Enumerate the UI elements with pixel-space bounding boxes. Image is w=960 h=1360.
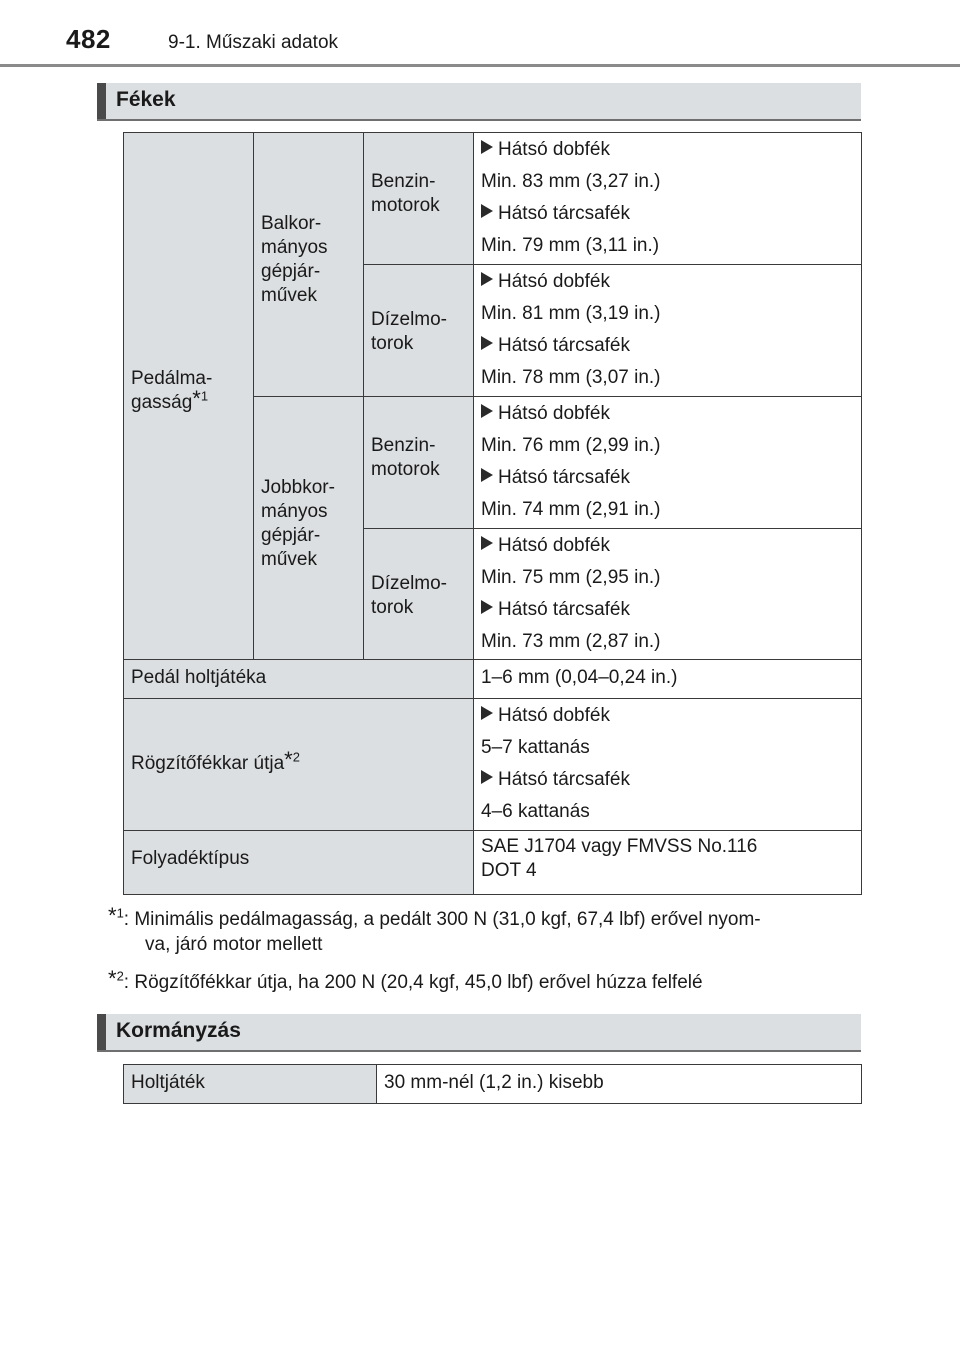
triangle-bullet-icon (481, 140, 493, 154)
bullet-item: Hátsó tárcsafék (481, 768, 855, 794)
triangle-bullet-icon (481, 706, 493, 720)
engine-label: Dízelmo- torok (371, 573, 448, 618)
footnote-ref: 1 (200, 388, 209, 404)
footnote-2: *$^2$: Rögzítőfékkar útja, ha 200 N (20,4 kgf, 45,0 lbf) erővel húzza felfelé (108, 966, 703, 993)
free-play-value: 1–6 mm (0,04–0,24 in.) (481, 667, 678, 688)
fluid-type-label: Folyadéktípus (131, 848, 250, 869)
spec-value: Min. 74 mm (2,91 in.) (481, 499, 661, 520)
footnote-asterisk: * (284, 747, 293, 772)
bullet-item: Hátsó tárcsafék (481, 466, 855, 492)
bullet-item: Hátsó tárcsafék (481, 598, 855, 624)
fluid-type-value-cell (473, 830, 862, 895)
rhd-group-label-cell (253, 396, 364, 660)
bullet-item: Hátsó tárcsafék (481, 334, 855, 360)
spec-value: Min. 79 mm (3,11 in.) (481, 235, 660, 256)
lhd-group-label-cell (253, 132, 364, 397)
lhd-petrol-value-cell (473, 132, 862, 265)
free-play-value: 30 mm-nél (1,2 in.) kisebb (384, 1072, 604, 1093)
chapter-title: 9-1. Műszaki adatok (168, 32, 339, 53)
footnote-mark: 1 (116, 905, 124, 921)
pedal-height-label-cell (123, 132, 254, 660)
footnote-ref: 2 (292, 749, 300, 765)
rhd-diesel-value-cell (473, 528, 862, 660)
steering-value-cell (376, 1064, 862, 1104)
bullet-item: Hátsó dobfék (481, 402, 855, 428)
fluid-type-value: SAE J1704 vagy FMVSS No.116 DOT 4 (481, 836, 758, 881)
footnote-asterisk: * (108, 903, 117, 928)
bullet-item: Hátsó dobfék (481, 704, 855, 730)
lhd-diesel-value-cell (473, 264, 862, 397)
rhd-petrol-label-cell (363, 396, 474, 529)
footnote-asterisk: * (108, 966, 117, 991)
section-heading-brakes (97, 83, 861, 121)
rhd-group-label: Jobbkor- mányos gépjár- művek (261, 477, 335, 570)
section-title: Fékek (116, 88, 176, 111)
triangle-bullet-icon (481, 336, 493, 350)
bullet-item: Hátsó tárcsafék (481, 202, 855, 228)
spec-value: Min. 81 mm (3,19 in.) (481, 303, 661, 324)
page-number: 482 (66, 24, 111, 54)
fluid-type-label-cell (123, 830, 474, 895)
spec-value: Min. 75 mm (2,95 in.) (481, 567, 661, 588)
footnote-text: Rögzítőfékkar útja, ha 200 N (20,4 kgf, 45,0 lbf) erővel húzza felfelé (134, 972, 703, 993)
spec-value: 5–7 kattanás (481, 737, 590, 758)
section-heading-steering (97, 1014, 861, 1052)
steering-label-cell (123, 1064, 377, 1104)
footnote-text: Minimális pedálmagasság, a pedált 300 N (31,0 kgf, 67,4 lbf) erővel nyom- (134, 909, 761, 930)
section-accent (97, 1014, 106, 1050)
pedal-height-label: Pedálma- gasság*$^1$ (131, 368, 213, 413)
engine-label: Benzin- motorok (371, 171, 440, 216)
engine-label: Benzin- motorok (371, 435, 440, 480)
brakes-spec-table (123, 132, 862, 895)
triangle-bullet-icon (481, 404, 493, 418)
triangle-bullet-icon (481, 536, 493, 550)
triangle-bullet-icon (481, 600, 493, 614)
spec-value: Min. 73 mm (2,87 in.) (481, 631, 661, 652)
footnote-mark: 2 (116, 968, 124, 984)
triangle-bullet-icon (481, 770, 493, 784)
header-divider (0, 64, 960, 67)
lhd-petrol-label-cell (363, 132, 474, 265)
free-play-label-cell (123, 659, 474, 699)
spec-value: Min. 83 mm (3,27 in.) (481, 171, 661, 192)
lhd-diesel-label-cell (363, 264, 474, 397)
bullet-item: Hátsó dobfék (481, 138, 855, 164)
footnote-asterisk: * (192, 386, 201, 411)
section-accent (97, 83, 106, 119)
bullet-item: Hátsó dobfék (481, 534, 855, 560)
lhd-group-label: Balkor- mányos gépjár- művek (261, 213, 328, 306)
spec-value: Min. 78 mm (3,07 in.) (481, 367, 661, 388)
footnote-text-continued: va, járó motor mellett (145, 934, 323, 955)
rhd-petrol-value-cell (473, 396, 862, 529)
spec-value: Min. 76 mm (2,99 in.) (481, 435, 661, 456)
parking-brake-label-cell (123, 698, 474, 831)
free-play-value-cell (473, 659, 862, 699)
page-header (0, 0, 960, 68)
section-title: Kormányzás (116, 1019, 241, 1042)
spec-value: 4–6 kattanás (481, 801, 590, 822)
rhd-diesel-label-cell (363, 528, 474, 660)
steering-spec-table (123, 1064, 862, 1104)
bullet-item: Hátsó dobfék (481, 270, 855, 296)
parking-brake-label: Rögzítőfékkar útja*$^2$ (131, 747, 300, 774)
footnote-1: *$^1$: Minimális pedálmagasság, a pedált 300 N (31,0 kgf, 67,4 lbf) erővel nyom- va, járó motor mellett (108, 903, 761, 955)
triangle-bullet-icon (481, 272, 493, 286)
triangle-bullet-icon (481, 204, 493, 218)
free-play-label: Holtjáték (131, 1072, 205, 1093)
triangle-bullet-icon (481, 468, 493, 482)
parking-brake-value-cell (473, 698, 862, 831)
engine-label: Dízelmo- torok (371, 309, 448, 354)
free-play-label: Pedál holtjátéka (131, 667, 267, 688)
